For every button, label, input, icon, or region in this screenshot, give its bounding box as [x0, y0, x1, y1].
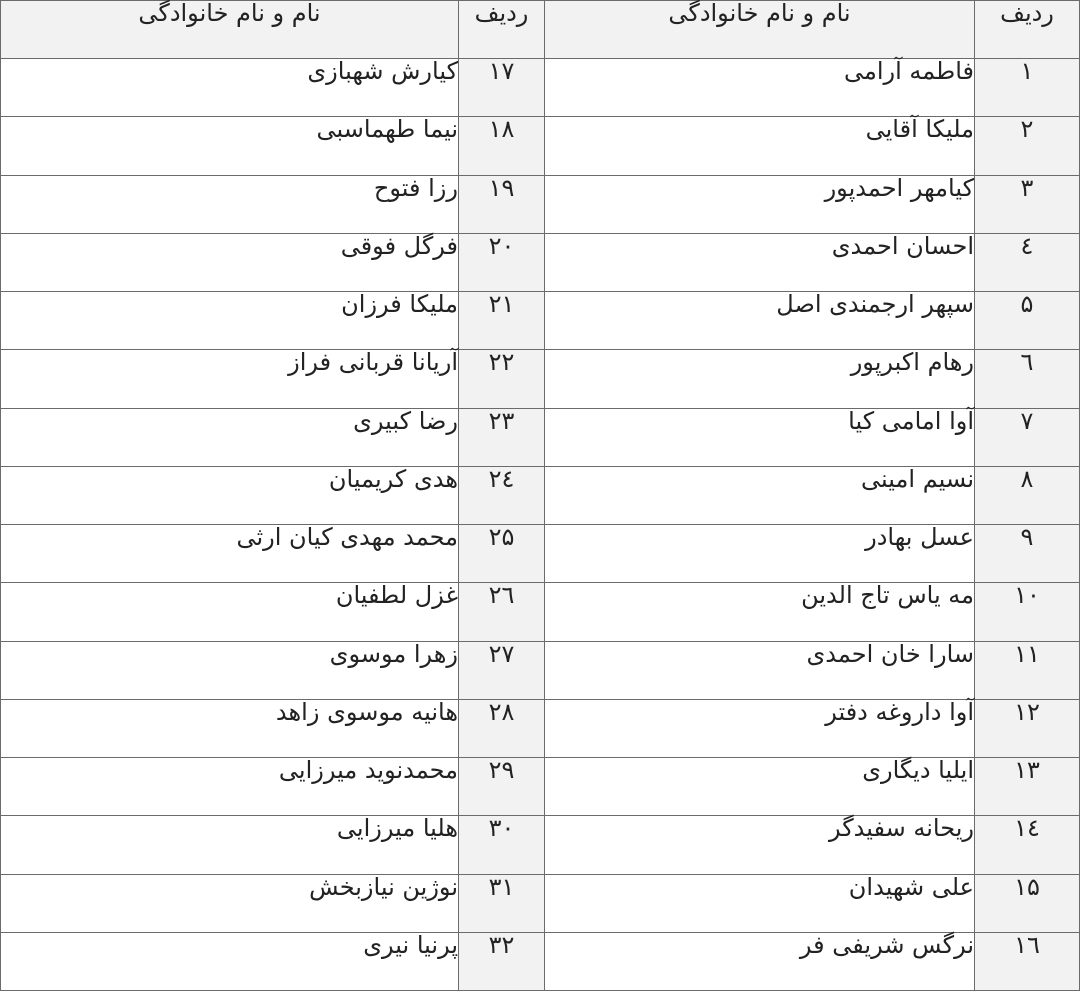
- table-row: [1, 175, 1080, 233]
- table-row: [1, 932, 1080, 990]
- row-number-cell: ۱۵: [975, 874, 1080, 932]
- student-name-cell: پرنیا نیری: [1, 932, 459, 990]
- student-name-cell: هلیا میرزایی: [1, 816, 459, 874]
- student-name-cell: فرگل فوقی: [1, 233, 459, 291]
- row-number-cell: ۲٤: [459, 466, 545, 524]
- row-number-cell: ۱۸: [459, 117, 545, 175]
- student-name-cell: رضا کبیری: [1, 408, 459, 466]
- table-row: [1, 408, 1080, 466]
- table-row: [1, 350, 1080, 408]
- row-number-header: ردیف: [459, 1, 545, 59]
- row-number-cell: ۲۷: [459, 641, 545, 699]
- row-number-cell: ۲: [975, 117, 1080, 175]
- table-row: [1, 583, 1080, 641]
- table-row: [1, 816, 1080, 874]
- student-name-cell: نوژین نیازبخش: [1, 874, 459, 932]
- student-name-cell: رزا فتوح: [1, 175, 459, 233]
- student-name-cell: نیما طهماسبی: [1, 117, 459, 175]
- student-name-cell: کیارش شهبازی: [1, 59, 459, 117]
- student-name-cell: سارا خان احمدی: [545, 641, 975, 699]
- row-number-cell: ۱: [975, 59, 1080, 117]
- student-name-cell: ملیکا آقایی: [545, 117, 975, 175]
- row-number-cell: ۱۳: [975, 758, 1080, 816]
- student-name-cell: ایلیا دیگاری: [545, 758, 975, 816]
- student-name-cell: نسیم امینی: [545, 466, 975, 524]
- student-name-cell: آوا داروغه دفتر: [545, 699, 975, 757]
- row-number-cell: ۹: [975, 525, 1080, 583]
- row-number-cell: ۲۳: [459, 408, 545, 466]
- student-name-cell: مه یاس تاج الدین: [545, 583, 975, 641]
- row-number-cell: ۳۰: [459, 816, 545, 874]
- row-number-cell: ۱٦: [975, 932, 1080, 990]
- student-name-cell: غزل لطفیان: [1, 583, 459, 641]
- row-number-cell: ۳: [975, 175, 1080, 233]
- full-name-header: نام و نام خانوادگی: [1, 1, 459, 59]
- student-name-cell: آریانا قربانی فراز: [1, 350, 459, 408]
- header-row: [1, 1, 1080, 59]
- table-row: [1, 641, 1080, 699]
- row-number-cell: ۷: [975, 408, 1080, 466]
- row-number-cell: ۲۰: [459, 233, 545, 291]
- table-row: [1, 758, 1080, 816]
- table-row: [1, 59, 1080, 117]
- row-number-cell: ۸: [975, 466, 1080, 524]
- student-name-cell: هدی کریمیان: [1, 466, 459, 524]
- table-row: [1, 117, 1080, 175]
- row-number-cell: ۲۹: [459, 758, 545, 816]
- row-number-cell: ۱۷: [459, 59, 545, 117]
- student-name-cell: زهرا موسوی: [1, 641, 459, 699]
- roster-body: [1, 59, 1080, 991]
- row-number-cell: ۱٤: [975, 816, 1080, 874]
- student-name-cell: ریحانه سفیدگر: [545, 816, 975, 874]
- row-number-cell: ٦: [975, 350, 1080, 408]
- row-number-cell: ۳۲: [459, 932, 545, 990]
- row-number-cell: ۱۲: [975, 699, 1080, 757]
- student-name-cell: محمدنوید میرزایی: [1, 758, 459, 816]
- row-number-cell: ۲۱: [459, 292, 545, 350]
- row-number-cell: ۲۲: [459, 350, 545, 408]
- row-number-cell: ۳۱: [459, 874, 545, 932]
- table-row: [1, 525, 1080, 583]
- student-name-cell: علی شهیدان: [545, 874, 975, 932]
- row-number-cell: ۲۵: [459, 525, 545, 583]
- row-number-cell: ۵: [975, 292, 1080, 350]
- student-name-cell: آوا امامی کیا: [545, 408, 975, 466]
- table-row: [1, 874, 1080, 932]
- student-name-cell: محمد مهدی کیان ارثی: [1, 525, 459, 583]
- student-name-cell: عسل بهادر: [545, 525, 975, 583]
- student-name-cell: فاطمه آرامی: [545, 59, 975, 117]
- table-row: [1, 292, 1080, 350]
- full-name-header: نام و نام خانوادگی: [545, 1, 975, 59]
- row-number-cell: ٤: [975, 233, 1080, 291]
- row-number-cell: ۲۸: [459, 699, 545, 757]
- student-name-cell: سپهر ارجمندی اصل: [545, 292, 975, 350]
- row-number-cell: ۱۱: [975, 641, 1080, 699]
- student-name-cell: رهام اکبرپور: [545, 350, 975, 408]
- student-name-cell: احسان احمدی: [545, 233, 975, 291]
- row-number-cell: ۱۹: [459, 175, 545, 233]
- row-number-header: ردیف: [975, 1, 1080, 59]
- student-name-cell: کیامهر احمدپور: [545, 175, 975, 233]
- student-name-cell: هانیه موسوی زاهد: [1, 699, 459, 757]
- table-row: [1, 466, 1080, 524]
- row-number-cell: ۱۰: [975, 583, 1080, 641]
- table-row: [1, 233, 1080, 291]
- student-name-cell: ملیکا فرزان: [1, 292, 459, 350]
- student-name-cell: نرگس شریفی فر: [545, 932, 975, 990]
- row-number-cell: ۲٦: [459, 583, 545, 641]
- table-row: [1, 699, 1080, 757]
